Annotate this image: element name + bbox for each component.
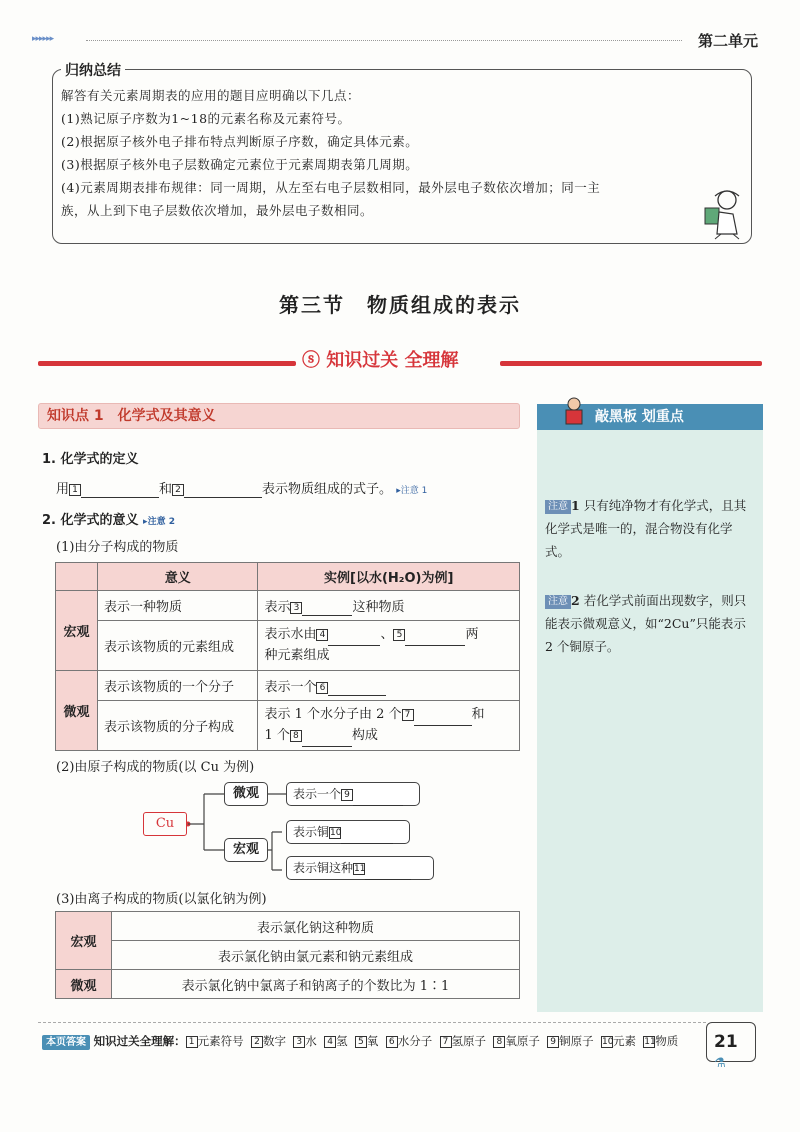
blank-number: 2 [172, 484, 184, 496]
cell-text: 这种物质 [352, 599, 405, 615]
sub-heading-3: (3)由离子构成的物质(以氯化钠为例) [56, 892, 267, 907]
answer-item: 氧 [366, 1034, 379, 1048]
answer-item: 元素 [612, 1034, 636, 1048]
molecule-meaning-table [55, 562, 520, 751]
answer-blank[interactable] [184, 482, 262, 498]
flask-icon: ⚗ [714, 1056, 726, 1071]
col-example-header: 实例[以水(H₂O)为例] [258, 563, 520, 591]
sidebar-header: 敲黑板 划重点 [537, 404, 763, 430]
unit-title: 第二单元 [698, 32, 759, 50]
page-number-box [706, 1022, 756, 1071]
answer-blank[interactable] [302, 726, 352, 747]
sub-heading-2: (2)由原子构成的物质(以 Cu 为例) [56, 760, 255, 775]
row-cat-macro: 宏观 [56, 591, 98, 671]
macro-meaning-box-2 [286, 856, 434, 880]
cell-text: 、 [380, 627, 394, 642]
note-tag: 注意 [545, 500, 571, 514]
ion-meaning-table [55, 911, 520, 999]
blank-number: 6 [316, 682, 328, 694]
note-ref: ▸注意 1 [396, 486, 428, 496]
note-number: 1 [571, 498, 580, 513]
macro-meaning-box-1 [286, 820, 410, 844]
summary-line: (3)根据原子核外电子层数确定元素位于元素周期表第几周期。 [61, 157, 419, 172]
cell-text: 表示 [264, 599, 291, 615]
table-cell: 表示一种物质 [98, 591, 258, 621]
answer-blank[interactable] [341, 821, 393, 844]
table-cell [258, 591, 520, 621]
summary-line: 解答有关元素周期表的应用的题目应明确以下几点： [61, 88, 361, 103]
note-tag: 注意 [545, 595, 571, 609]
sidebar-note-1 [545, 494, 757, 563]
page-number: 21 [714, 1032, 738, 1052]
note-text: 若化学式前面出现数字，则只能表示微观意义，如“2Cu”只能表示 2 个铜原子。 [545, 593, 747, 654]
answer-item: 水 [305, 1034, 317, 1048]
answer-num: 6 [386, 1036, 398, 1048]
cell-text: 表示 1 个水分子由 2 个 [264, 706, 402, 722]
summary-line: (2)根据原子核外电子排布特点判断原子序数，确定具体元素。 [61, 134, 419, 149]
cell-text: 和 [471, 706, 485, 722]
def-post: 表示物质组成的式子。 [262, 482, 393, 497]
sub-heading-1: (1)由分子构成的物质 [56, 540, 179, 555]
table-cell [258, 621, 520, 671]
meaning-heading [42, 509, 175, 528]
answer-item: 数字 [262, 1034, 286, 1048]
box-text: 表示一个 [293, 787, 342, 801]
cell-text: 构成 [351, 727, 378, 743]
cell-text: 种元素组成 [264, 648, 330, 663]
box-text: 表示铜 [293, 825, 330, 839]
answer-blank[interactable] [328, 680, 386, 696]
answer-label: 知识过关全理解： [93, 1034, 186, 1048]
definition-heading: 1. 化学式的定义 [42, 452, 139, 467]
cu-node: Cu [143, 812, 187, 836]
banner-line-right [500, 361, 762, 366]
table-cell: 表示氯化钠由氯元素和钠元素组成 [112, 941, 520, 970]
answer-num: 8 [493, 1036, 505, 1048]
answer-num: 1 [186, 1036, 198, 1048]
header-arrows: ▸▸▸▸▸▸ [32, 34, 54, 44]
blank-number: 11 [354, 864, 366, 874]
swirl-icon: ⓢ [302, 350, 327, 371]
micro-node: 微观 [224, 782, 268, 806]
cell-text: 表示一个 [264, 679, 317, 695]
summary-line: 族，从上到下电子层数依次增加，最外层电子数相同。 [61, 203, 374, 218]
note-text: 只有纯净物才有化学式，且其化学式是唯一的，混合物没有化学式。 [545, 498, 747, 559]
answer-num: 4 [324, 1036, 336, 1048]
section-title: 第三节 物质组成的表示 [279, 293, 521, 317]
row-cat-micro: 微观 [56, 671, 98, 751]
def-pre: 用 [56, 482, 70, 497]
cell-text: 1 个 [264, 727, 290, 743]
col-meaning-header: 意义 [98, 563, 258, 591]
answer-num: 9 [547, 1036, 559, 1048]
sidebar-note-2 [545, 589, 757, 658]
answer-item: 水分子 [397, 1034, 433, 1048]
answer-num: 7 [440, 1036, 452, 1048]
answer-blank[interactable] [353, 783, 403, 806]
blank-number: 9 [341, 789, 353, 801]
table-cell: 表示该物质的一个分子 [98, 671, 258, 701]
answer-blank[interactable] [328, 625, 380, 646]
answer-num: 5 [355, 1036, 367, 1048]
table-corner [56, 563, 98, 591]
row-cat-macro: 宏观 [56, 912, 112, 970]
answer-blank[interactable] [405, 625, 465, 646]
answer-item: 铜原子 [559, 1034, 594, 1048]
summary-line: (4)元素周期表排布规律：同一周期，从左至右电子层数相同，最外层电子数依次增加；同一主 [61, 180, 601, 195]
answer-item: 氢原子 [451, 1034, 487, 1048]
answer-num: 3 [293, 1036, 305, 1048]
summary-line: (1)熟记原子序数为1~18的元素名称及元素符号。 [61, 111, 351, 126]
teacher-icon [560, 396, 590, 428]
table-cell [258, 701, 520, 751]
table-cell: 表示该物质的元素组成 [98, 621, 258, 671]
answer-num: 2 [251, 1036, 263, 1048]
box-text: 表示铜这种 [293, 861, 354, 875]
cell-text: 两 [465, 627, 479, 642]
blank-number: 7 [402, 709, 414, 721]
macro-node: 宏观 [224, 838, 268, 862]
answer-line [42, 1030, 698, 1052]
answer-bar [38, 1022, 706, 1080]
note-number: 2 [571, 593, 580, 608]
banner-text: 知识过关 全理解 [326, 350, 459, 371]
blank-number: 3 [290, 602, 302, 614]
note-ref: ▸注意 2 [143, 517, 175, 527]
answer-tag: 本页答案 [42, 1035, 90, 1050]
banner-line-left [38, 361, 296, 366]
blank-number: 1 [69, 484, 81, 496]
def-mid: 和 [159, 482, 173, 497]
header-rule [86, 40, 682, 41]
answer-blank[interactable] [81, 482, 159, 498]
table-cell [258, 671, 520, 701]
meaning-heading-text: 2. 化学式的意义 [42, 513, 139, 528]
blank-number: 5 [393, 629, 405, 641]
answer-blank[interactable] [414, 705, 472, 726]
table-cell: 表示该物质的分子构成 [98, 701, 258, 751]
answer-blank[interactable] [302, 600, 352, 616]
answer-blank[interactable] [365, 857, 411, 880]
answer-num: 10 [601, 1037, 614, 1047]
answer-item: 氢 [336, 1034, 348, 1048]
row-cat-micro: 微观 [56, 970, 112, 999]
blank-number: 10 [330, 828, 342, 838]
blank-number: 8 [290, 730, 302, 742]
table-cell: 表示氯化钠中氯离子和钠离子的个数比为 1∶1 [112, 970, 520, 999]
answer-item: 氧原子 [505, 1034, 540, 1048]
table-cell: 表示氯化钠这种物质 [112, 912, 520, 941]
knowledge-point-title: 知识点 1 化学式及其意义 [38, 403, 520, 429]
definition-text [56, 478, 427, 498]
answer-item: 元素符号 [197, 1034, 244, 1048]
banner-title [296, 346, 465, 372]
micro-meaning-box [286, 782, 420, 806]
answer-num: 11 [644, 1037, 656, 1047]
answer-item: 物质 [655, 1034, 679, 1048]
summary-box [52, 63, 752, 244]
blank-number: 4 [316, 629, 328, 641]
summary-title: 归纳总结 [61, 60, 125, 80]
cell-text: 表示水由 [264, 627, 317, 642]
cartoon-reader-icon [701, 188, 747, 240]
